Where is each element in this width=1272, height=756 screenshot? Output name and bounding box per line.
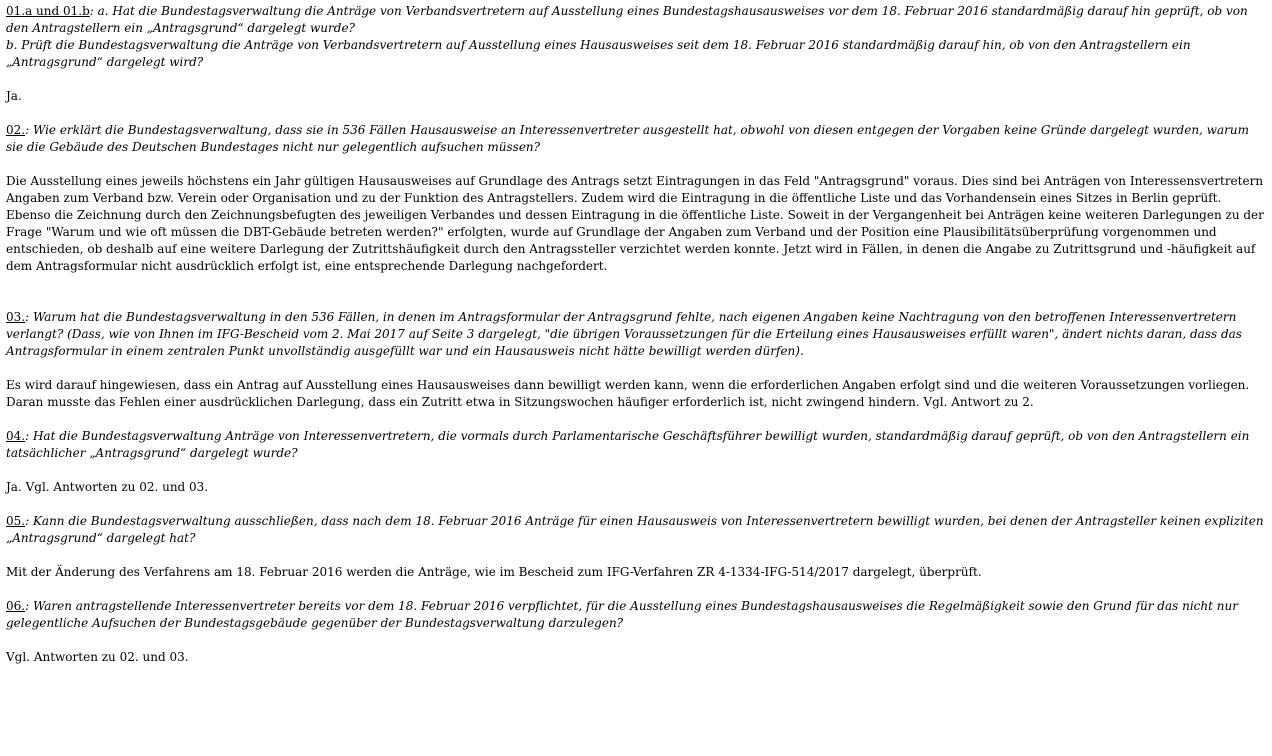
question-number-01: 01.a und 01.b (6, 4, 90, 18)
question-number-05: 05. (6, 514, 26, 528)
question-02 (6, 122, 1264, 156)
question-separator-04: : (25, 429, 33, 443)
question-text-01: a. Hat die Bundestagsverwaltung die Anträge von Verbandsvertretern auf Ausstellung eines Bundestagshausausweises vor dem 18. Februar 2016 standardmäßig darauf hin geprüft, ob von den Antragstellern ein „Antragsgrund“ dargelegt wurde? (6, 4, 1248, 35)
answer-04: Ja. Vgl. Antworten zu 02. und 03. (6, 480, 209, 494)
question-number-06: 06. (6, 599, 26, 613)
question-separator-03: : (25, 310, 33, 324)
question-01 (6, 3, 1264, 37)
question-05 (6, 513, 1264, 547)
answer-01: Ja. (6, 89, 22, 103)
question-number-04: 04. (6, 429, 26, 443)
answer-06: Vgl. Antworten zu 02. und 03. (6, 650, 189, 664)
question-text-06: Waren antragstellende Interessenvertreter bereits vor dem 18. Februar 2016 verpflichtet, für die Ausstellung eines Bundestagshausausweises die Regelmäßigkeit sowie den Grund für das nicht nur gelegentliche Aufsuchen der Bundestagsgebäude gegenüber der Bundestagsverwaltung darzulegen? (6, 599, 1238, 630)
question-separator-02: : (25, 123, 33, 137)
question-03 (6, 309, 1264, 360)
question-separator-05: : (25, 514, 33, 528)
answer-05: Mit der Änderung des Verfahrens am 18. Februar 2016 werden die Anträge, wie im Bescheid zum IFG-Verfahren ZR 4-1334-IFG-514/2017 dargelegt, überprüft. (6, 565, 982, 579)
question-04 (6, 428, 1264, 462)
answer-02: Die Ausstellung eines jeweils höchstens ein Jahr gültigen Hausausweises auf Grundlage des Antrags setzt Eintragungen in das Feld "Antragsgrund" voraus. Dies sind bei Anträgen von Interessensvertretern Angaben zum Verband bzw. Verein oder Organisation und zu der Funktion des Antragstellers. Zudem wird die Eintragung in die öffentliche Liste und das Vorhandensein eines Sitzes in Berlin geprüft. Ebenso die Zeichnung durch den Zeichnungsbefugten des jeweiligen Verbandes und dessen Eintragung in die öffentliche Liste. Soweit in der Vergangenheit bei Anträgen keine weiteren Darlegungen zu der Frage "Warum und wie oft müssen die DBT-Gebäude betreten werden?" erfolgten, wurde auf Grundlage der Angaben zum Verband und der Position eine Plausibilitätsüberprüfung vorgenommen und entschieden, ob deshalb auf eine weitere Darlegung der Zutrittshäufigkeit durch den Antragssteller verzichtet werden konnte. Jetzt wird in Fällen, in denen die Angabe zu Zutrittsgrund und -häufigkeit auf dem Antragsformular nicht ausdrücklich erfolgt ist, eine entsprechende Darlegung nachgefordert. (6, 174, 1264, 273)
question-text-03: Warum hat die Bundestagsverwaltung in den 536 Fällen, in denen im Antragsformular der Antragsgrund fehlte, nach eigenen Angaben keine Nachtragung von den betroffenen Interessenvertretern verlangt? (Dass, wie von Ihnen im IFG-Bescheid vom 2. Mai 2017 auf Seite 3 dargelegt, "die übrigen Voraussetzungen für die Erteilung eines Hausausweises erfüllt waren", ändert nichts daran, dass das Antragsformular in einem zentralen Punkt unvollständig ausgefüllt war und ein Hausausweis nicht hätte bewilligt werden dürfen). (6, 310, 1242, 358)
question-number-02: 02. (6, 123, 26, 137)
question-06 (6, 598, 1264, 632)
question-separator-06: : (25, 599, 33, 613)
question-number-03: 03. (6, 310, 26, 324)
question-separator-01: : (89, 4, 98, 18)
answer-03: Es wird darauf hingewiesen, dass ein Antrag auf Ausstellung eines Hausausweises dann bewilligt werden kann, wenn die erforderlichen Angaben erfolgt sind und die weiteren Voraussetzungen vorliegen. Daran musste das Fehlen einer ausdrücklichen Darlegung, dass ein Zutritt etwa in Sitzungswochen häufiger erforderlich ist, nicht zwingend hindern. Vgl. Antwort zu 2. (6, 378, 1250, 409)
question-text-02: Wie erklärt die Bundestagsverwaltung, dass sie in 536 Fällen Hausausweise an Interessenvertreter ausgestellt hat, obwohl von diesen entgegen der Vorgaben keine Gründe dargelegt wurden, warum sie die Gebäude des Deutschen Bundestages nicht nur gelegentlich aufsuchen müssen? (6, 123, 1249, 154)
question-text-04: Hat die Bundestagsverwaltung Anträge von Interessenvertretern, die vormals durch Parlamentarische Geschäftsführer bewilligt wurden, standardmäßig darauf geprüft, ob von den Antragstellern ein tatsächlicher „Antragsgrund“ dargelegt wurde? (6, 429, 1250, 460)
question-text-05: Kann die Bundestagsverwaltung ausschließen, dass nach dem 18. Februar 2016 Anträge für einen Hausausweis von Interessenvertretern bewilligt wurden, bei denen der Antragsteller keinen expliziten „Antragsgrund“ dargelegt hat? (6, 514, 1264, 545)
question-01b: b. Prüft die Bundestagsverwaltung die Anträge von Verbandsvertretern auf Ausstellung eines Hausausweises seit dem 18. Februar 2016 standardmäßig darauf hin, ob von den Antragstellern ein „Antragsgrund“ dargelegt wird? (6, 38, 1191, 69)
